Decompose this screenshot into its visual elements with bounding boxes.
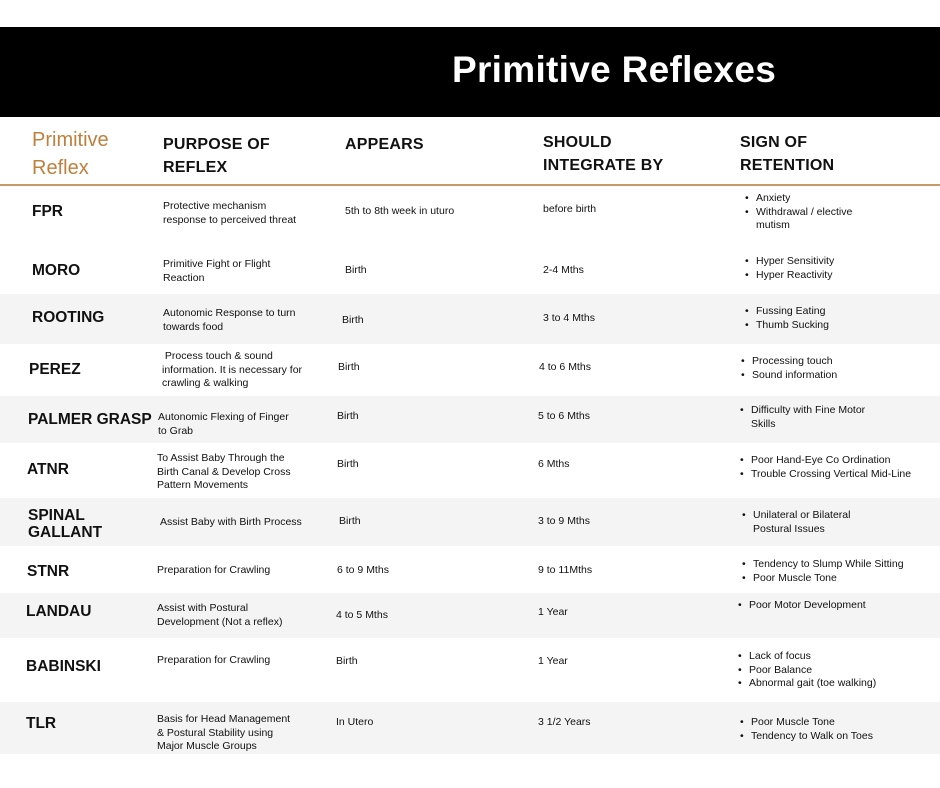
reflex-name [26,603,91,620]
appears-cell [337,458,359,472]
purpose-cell [160,516,302,530]
integrate-cell [538,410,590,424]
header-integrate-line: SHOULD [543,134,612,151]
reflex-name-line: BABINSKI [26,658,101,675]
purpose-cell [162,350,302,391]
integrate-cell [538,606,568,620]
purpose-cell [158,411,289,438]
retention-sign-item [742,509,850,536]
purpose-cell-line: Preparation for Crawling [157,564,271,576]
integrate-cell-line: before birth [543,203,597,215]
retention-sign-line: • Poor Motor Development [749,599,866,611]
appears-cell-line: Birth [342,314,364,326]
appears-cell-line: 5th to 8th week in uturo [345,205,455,217]
purpose-cell-line: response to perceived threat [163,213,297,226]
retention-sign-line: • Poor Balance [749,663,813,676]
header-appears [345,133,424,156]
appears-cell [345,205,454,219]
reflex-name [32,309,104,326]
integrate-cell-line: 6 Mths [538,458,570,470]
purpose-cell-line: information. It is necessary for [162,363,303,376]
reflex-name-line: PEREZ [29,361,81,378]
retention-sign-line: • Withdrawal / elective [756,205,853,218]
appears-cell-line: Birth [339,515,361,527]
appears-cell-line: 4 to 5 Mths [336,609,388,621]
reflex-name-line: MORO [32,262,81,279]
reflex-name-line: ATNR [27,461,69,478]
retention-signs-list [740,404,865,431]
retention-sign-line: • Poor Muscle Tone [751,716,835,728]
retention-signs-list [741,355,837,382]
purpose-cell [157,654,270,668]
retention-sign-item [738,664,876,678]
purpose-cell-line: Primitive Fight or Flight [163,258,271,270]
retention-sign-item [740,730,873,744]
retention-sign-item [745,269,834,283]
retention-sign-line: • Hyper Sensitivity [756,255,835,267]
retention-sign-line: • Trouble Crossing Vertical Mid-Line [751,467,912,480]
integrate-cell [543,203,596,217]
retention-sign-line: • Lack of focus [749,650,811,662]
retention-sign-item [745,305,829,319]
purpose-cell [163,258,270,285]
purpose-cell-line: Protective mechanism [163,200,267,212]
retention-sign-line: mutism [756,219,790,231]
purpose-cell-line: Autonomic Response to turn [163,307,296,319]
header-reflex [32,126,109,182]
integrate-cell-line: 1 Year [538,655,568,667]
appears-cell [339,515,361,529]
reflex-name [29,361,81,378]
retention-sign-line: • Thumb Sucking [756,318,829,331]
purpose-cell-line: To Assist Baby Through the [157,452,285,464]
retention-signs-list [742,558,904,585]
appears-cell-line: Birth [345,264,367,276]
header-purpose-line: REFLEX [163,159,228,176]
retention-sign-item [740,404,865,431]
reflex-name-line: SPINAL [28,507,85,524]
reflex-name [26,715,56,732]
reflex-name [32,262,80,279]
header-purpose [163,133,270,179]
integrate-cell [543,264,584,278]
purpose-cell-line: Development (Not a reflex) [157,615,283,628]
header-integrate [543,131,663,177]
reflex-name-line: LANDAU [26,603,92,620]
retention-signs-list [738,599,866,613]
purpose-cell [157,713,290,754]
retention-sign-item [741,355,837,369]
integrate-cell [538,655,568,669]
integrate-cell-line: 1 Year [538,606,568,618]
appears-cell [336,716,373,730]
purpose-cell [157,602,282,629]
purpose-cell-line: Pattern Movements [157,479,249,491]
retention-sign-line: • Fussing Eating [756,305,826,317]
integrate-cell-line: 4 to 6 Mths [539,361,591,373]
retention-signs-list [742,509,850,536]
retention-sign-line: • Hyper Reactivity [756,268,833,281]
integrate-cell-line: 2-4 Mths [543,264,584,276]
reflex-name [28,507,102,541]
appears-cell [336,609,388,623]
reflex-name-line: STNR [27,563,70,580]
retention-sign-line: • Difficulty with Fine Motor [751,404,866,416]
integrate-cell-line: 9 to 11Mths [538,564,593,576]
appears-cell [337,410,359,424]
retention-sign-line: • Sound information [752,368,838,381]
retention-sign-line: • Unilateral or Bilateral [753,509,851,521]
reflex-name-line: GALLANT [28,524,103,541]
page-title: Primitive Reflexes [452,49,777,90]
purpose-cell-line: Birth Canal & Develop Cross [157,465,291,478]
reflex-name [26,658,101,675]
appears-cell-line: Birth [338,361,360,373]
purpose-cell-line: crawling & walking [162,377,249,389]
retention-sign-line: • Poor Muscle Tone [753,571,837,584]
header-reflex-line: Primitive [32,129,109,151]
integrate-cell [538,515,590,529]
retention-signs-list [738,650,876,691]
header-signs [740,131,834,177]
purpose-cell-line: Assist Baby with Birth Process [160,516,302,528]
retention-sign-line: • Abnormal gait (toe walking) [749,677,877,689]
retention-sign-item [745,192,852,206]
retention-sign-item [740,468,911,482]
retention-sign-line: • Poor Hand-Eye Co Ordination [751,454,891,466]
integrate-cell [543,312,595,326]
appears-cell-line: In Utero [336,716,374,728]
reflex-name [27,563,69,580]
retention-sign-line: • Tendency to Slump While Sitting [753,558,904,570]
retention-sign-item [741,369,837,383]
integrate-cell [538,458,570,472]
purpose-cell [163,200,296,227]
retention-signs-list [745,305,829,332]
retention-sign-item [742,558,904,572]
header-integrate-line: INTEGRATE BY [543,157,664,174]
retention-sign-line: Postural Issues [753,522,825,535]
reflex-name-line: PALMER GRASP [28,411,152,428]
appears-cell [342,314,364,328]
purpose-cell-line: to Grab [158,424,194,437]
integrate-cell-line: 3 to 9 Mths [538,515,590,527]
integrate-cell-line: 3 1/2 Years [538,716,591,728]
appears-cell [338,361,360,375]
retention-sign-item [740,716,873,730]
appears-cell-line: Birth [337,458,359,470]
reflex-name-line: TLR [26,715,57,732]
header-divider [0,184,940,186]
header-purpose-line: PURPOSE OF [163,136,270,153]
reflex-name-line: FPR [32,203,63,220]
integrate-cell [538,564,592,578]
header-signs-line: SIGN OF [740,134,808,151]
retention-signs-list [745,255,834,282]
purpose-cell-line: & Postural Stability using [157,726,274,739]
reflex-name-line: ROOTING [32,309,105,326]
retention-sign-line: • Tendency to Walk on Toes [751,729,873,742]
header-signs-line: RETENTION [740,157,835,174]
appears-cell [337,564,389,578]
appears-cell [336,655,358,669]
retention-signs-list [740,716,873,743]
reflex-name [27,461,69,478]
purpose-cell-line: Process touch & sound [162,350,273,362]
purpose-cell-line: Basis for Head Management [157,713,291,725]
retention-signs-list [740,454,911,481]
appears-cell-line: Birth [336,655,358,667]
integrate-cell-line: 3 to 4 Mths [543,312,595,324]
retention-sign-line: • Anxiety [756,192,791,204]
purpose-cell-line: Autonomic Flexing of Finger [158,411,289,423]
retention-sign-line: • Processing touch [752,355,833,367]
purpose-cell [157,452,291,493]
integrate-cell-line: 5 to 6 Mths [538,410,590,422]
reflex-name [32,203,63,220]
purpose-cell-line: Reaction [163,271,205,284]
appears-cell [345,264,367,278]
header-appears-line: APPEARS [345,136,424,153]
appears-cell-line: Birth [337,410,359,422]
retention-sign-item [738,599,866,613]
retention-sign-line: Skills [751,417,776,430]
purpose-cell-line: Preparation for Crawling [157,654,271,666]
retention-sign-item [745,206,852,233]
integrate-cell [538,716,591,730]
purpose-cell-line: Assist with Postural [157,602,249,614]
header-reflex-line: Reflex [32,157,89,179]
integrate-cell [539,361,591,375]
reflex-name [28,411,152,428]
retention-sign-item [740,454,911,468]
purpose-cell [157,564,270,578]
purpose-cell [163,307,296,334]
purpose-cell-line: Major Muscle Groups [157,740,257,752]
purpose-cell-line: towards food [163,320,224,333]
retention-sign-item [738,677,876,691]
retention-signs-list [745,192,852,233]
retention-sign-item [742,572,904,586]
retention-sign-item [745,319,829,333]
retention-sign-item [738,650,876,664]
appears-cell-line: 6 to 9 Mths [337,564,389,576]
retention-sign-item [745,255,834,269]
